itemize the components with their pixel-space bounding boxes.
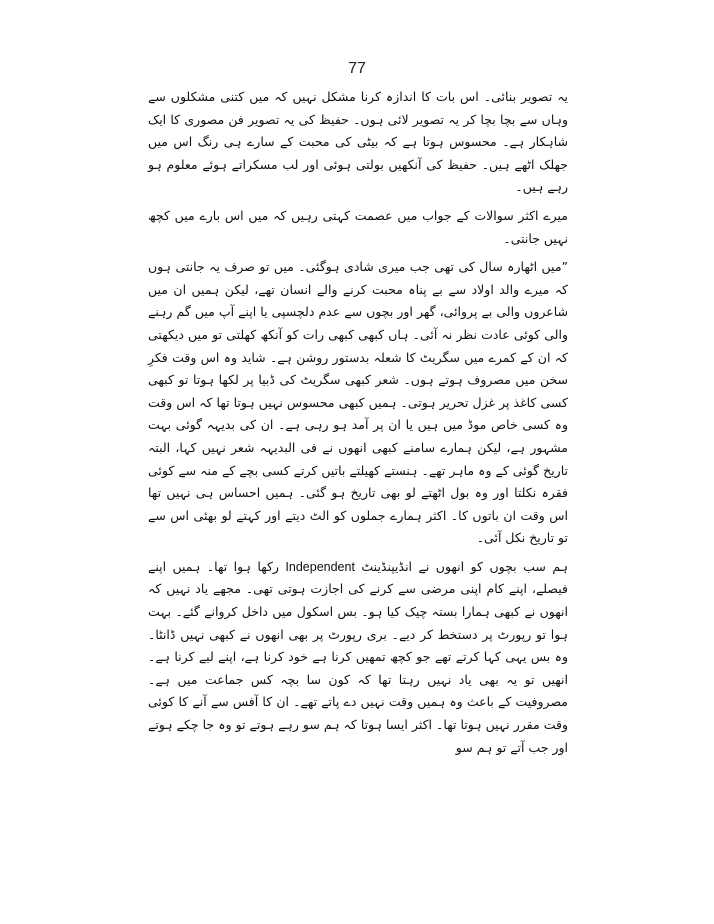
page-body (148, 86, 568, 759)
text-line: ”میں اٹھارہ سال کی تھی جب میری شادی ہوگئی۔ میں تو صرف یہ جانتی ہوں کہ میرے (148, 259, 568, 297)
paragraph-1 (148, 86, 568, 199)
text-line: پروائی، گھر اور بچوں سے عدم دلچسپی یا اپنے آپ میں گم رہنے والی کوئی عادت نظر نہ آئی۔ ہاں (148, 304, 568, 342)
text-line: سے کوئی فقرہ نکلتا اور وہ بول اٹھتے لو بھی تاریخ ہو گئی۔ ہمیں احساس ہی نہیں تھا اس وقت ان (148, 462, 569, 523)
text-line: رپورٹ پر بھی انھوں نے کبھی نہیں ڈانٹا۔ وہ بس یہی کہا کرتے تھے جو کچھ تمھیں کرنا ہے خود کرنا (148, 626, 569, 665)
paragraph-3 (148, 256, 568, 550)
english-word: Independent (285, 559, 355, 574)
text-line: مصروفیت کے باعث وہ ہمیں وقت نہیں دے پاتے تھے۔ ان کا آفس سے آنے کا کوئی وقت (148, 694, 568, 733)
text-line: بستہ چیک کیا ہو۔ بس اسکول میں داخل کروانے گئے۔ بہت ہوا تو رپورٹ پر دستخط کر دیے۔ بری (148, 604, 569, 642)
text-line: ہے، اپنے لیے کرنا ہے۔ انھیں تو یہ بھی یاد نہیں رہتا تھا کہ کون سا بچہ کس جماعت میں ہے۔ (148, 649, 568, 687)
text-line: کاغذ پر غزل تحریر ہوتی۔ ہمیں کبھی محسوس نہیں ہوتا تھا کہ اس وقت وہ کسی خاص موڈ میں ہیں یا (148, 394, 568, 433)
text-line: ان پر آمد ہو رہی ہے۔ ان کی بدیہہ گوئی بہت مشہور ہے، لیکن ہمارے سامنے کبھی انھوں نے (148, 417, 569, 455)
text-line: کبھی کبھی رات کو آنکھ کھلتی تو میں دیکھتی کہ ان کے کمرے میں سگریٹ کا شعلہ بدستور روشن ہے۔ (148, 326, 568, 365)
text-line: فیصلے، اپنے کام اپنی مرضی سے کرنے کی اجازت ہوتی تھی۔ مجھے یاد نہیں کہ انھوں نے کبھی ہمارا (148, 581, 568, 620)
text-line: تصویر لائی ہوں۔ حفیظ کی یہ تصویر فن مصوری کا ایک شاہکار ہے۔ محسوس ہوتا ہے کہ بیٹی کی محبت (148, 111, 568, 150)
text-line: کے سارے ہی رنگ اس میں جھلک اٹھے ہیں۔ حفیظ کی آنکھیں بولتی ہوئی اور لب مسکراتے (148, 134, 569, 172)
text-line: جانتی۔ (503, 230, 540, 246)
text-line: یہ تصویر بنائی۔ اس بات کا اندازہ کرنا مشکل نہیں کہ میں کتنی مشکلوں سے وہاں سے بچا بچا کر یہ (148, 89, 568, 127)
page-number: 77 (348, 60, 366, 77)
text-line: والد اولاد سے بے پناہ محبت کرنے والے انسان تھے، لیکن ہمیں ان میں شاعروں والی بے (148, 281, 569, 320)
text-line: فی البدیہہ شعر نہیں کہا، البتہ تاریخ گوئی کے وہ ماہر تھے۔ ہنستے کھیلتے باتیں کرتے کسی بچے کے منہ (148, 439, 568, 478)
text-line: میرے اکثر سوالات کے جواب میں عصمت کہتی رہیں کہ میں اس بارے میں کچھ نہیں (148, 207, 568, 246)
text-line: مقرر نہیں ہوتا تھا۔ اکثر ایسا ہوتا کہ ہم سو رہے ہوتے تو وہ جا چکے ہوتے اور جب آتے تو ہم سو (148, 717, 568, 755)
text-line: ہم سب بچوں کو انھوں نے انڈیپنڈینٹ (361, 558, 568, 574)
text-line: باتوں کا۔ اکثر ہمارے جملوں کو الٹ دیتے اور کہتے لو بھئی اس سے تو تاریخ نکل آئی۔ (148, 507, 568, 546)
text-line: ہوئے معلوم ہو رہے ہیں۔ (148, 156, 568, 195)
text-line: رکھا ہوا تھا۔ ہمیں اپنے (148, 558, 279, 574)
paragraph-2 (148, 205, 568, 250)
text-line: شاید وہ اس وقت فکرِ سخن میں مصروف ہوتے ہوں۔ شعر کبھی سگریٹ کی ڈبیا پر لکھا ہوتا تو کبھی کسی (148, 349, 568, 410)
paragraph-4 (148, 556, 568, 759)
